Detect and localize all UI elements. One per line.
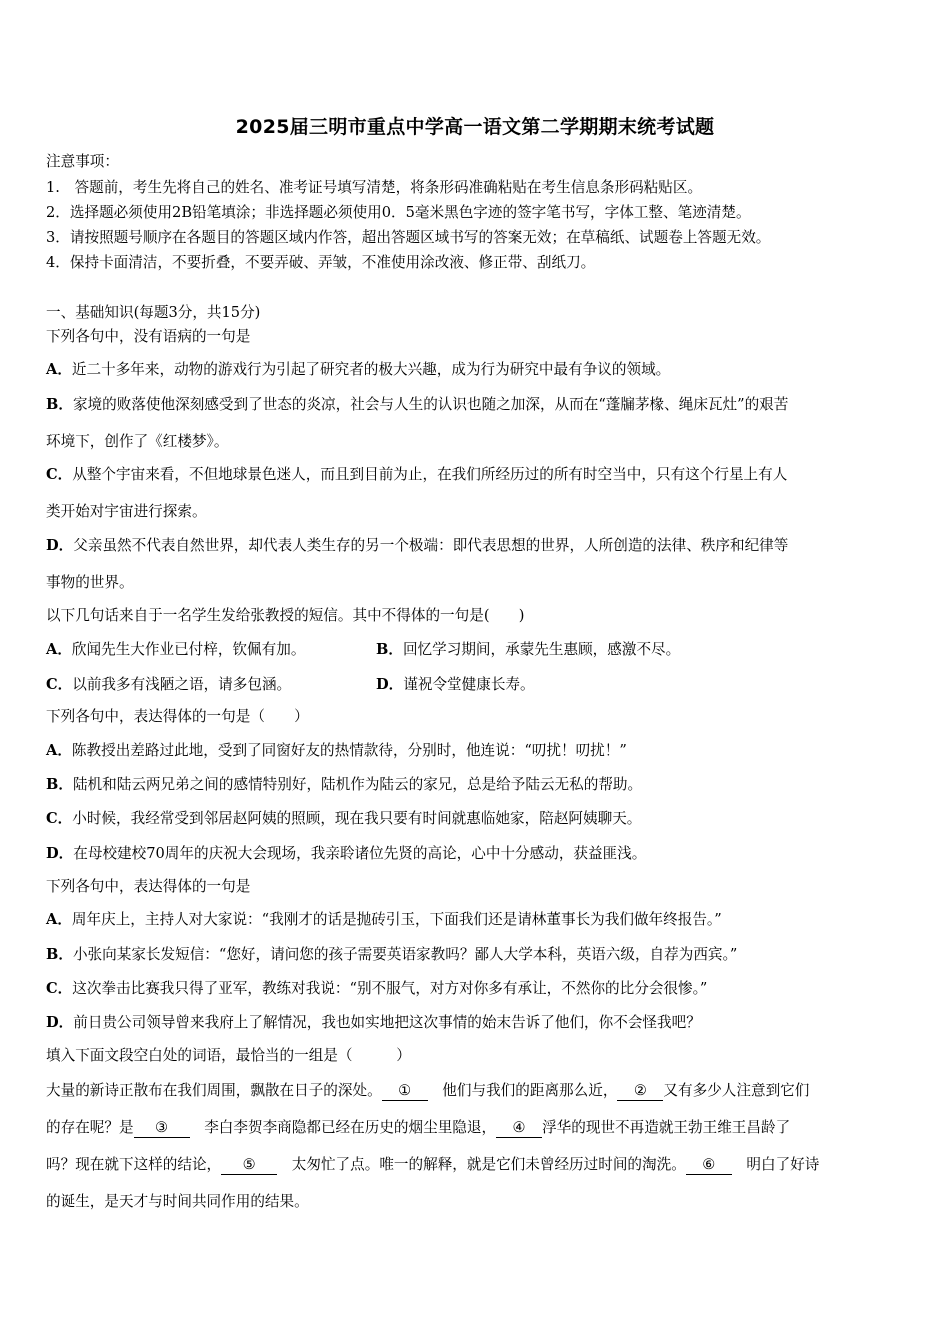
q1-option-d-cont: 事物的世界。 [46, 574, 134, 591]
blank-6: ⑥ [686, 1156, 732, 1175]
q2-option-a [46, 640, 305, 660]
option-letter: D． [376, 676, 404, 693]
option-text: 家境的败落使他深刻感受到了世态的炎凉，社会与人生的认识也随之加深，从而在“蓬牖茅椽、绳床瓦灶”的艰苦 [72, 396, 789, 413]
option-letter: A． [46, 361, 72, 378]
q5-passage-line-4: 的诞生，是天才与时间共同作用的结果。 [46, 1193, 309, 1210]
option-text: 欣闻先生大作业已付梓，钦佩有加。 [71, 641, 306, 658]
notice-item-2: 2．选择题必须使用2B铅笔填涂；非选择题必须使用0．5毫米黑色字迹的签字笔书写，字体工整、笔迹清楚。 [46, 204, 751, 221]
option-text: 前日贵公司领导曾来我府上了解情况，我也如实地把这次事情的始末告诉了他们，你不会怪我吧？ [73, 1014, 701, 1031]
q2-stem: 以下几句话来自于一名学生发给张教授的短信。其中不得体的一句是( ) [46, 607, 525, 624]
option-letter: B． [46, 396, 73, 413]
q2-option-c [46, 675, 291, 695]
passage-text: 大量的新诗正散布在我们周围，飘散在日子的深处。 [46, 1082, 382, 1099]
passage-text: 李白李贺李商隐都已经在历史的烟尘里隐退， [204, 1119, 497, 1136]
q5-passage-line-1 [46, 1081, 809, 1101]
section-heading: 一、基础知识(每题3分，共15分) [46, 304, 261, 321]
q3-option-c [46, 809, 641, 829]
passage-text: 太匆忙了点。唯一的解释，就是它们未曾经历过时间的淘洗。 [291, 1156, 686, 1173]
passage-text: 他们与我们的距离那么近， [442, 1082, 618, 1099]
blank-1: ① [382, 1082, 428, 1101]
passage-text: 浮华的现世不再造就王勃王维王昌龄了 [542, 1119, 791, 1136]
option-letter: B． [376, 641, 403, 658]
option-letter: C． [46, 676, 73, 693]
option-text: 陆机和陆云两兄弟之间的感情特别好，陆机作为陆云的家兄，总是给予陆云无私的帮助。 [72, 776, 643, 793]
q2-option-d [376, 675, 535, 695]
option-letter: A． [46, 911, 72, 928]
q1-stem: 下列各句中，没有语病的一句是 [46, 328, 251, 345]
blank-4: ④ [496, 1119, 542, 1138]
notice-item-1: 1. 答题前，考生先将自己的姓名、准考证号填写清楚，将条形码准确粘贴在考生信息条形码粘贴区。 [46, 179, 703, 196]
q2-option-b [376, 640, 680, 660]
passage-text: 明白了好诗 [746, 1156, 820, 1173]
q4-option-c [46, 979, 707, 999]
q5-stem: 填入下面文段空白处的词语，最恰当的一组是（ ） [46, 1047, 411, 1064]
blank-2: ② [617, 1082, 663, 1101]
passage-text: 吗？现在就下这样的结论， [46, 1156, 222, 1173]
option-text: 小时候，我经常受到邻居赵阿姨的照顾，现在我只要有时间就惠临她家，陪赵阿姨聊天。 [72, 810, 642, 827]
q1-option-b [46, 395, 788, 415]
option-text: 小张向某家长发短信：“您好，请问您的孩子需要英语家教吗？鄙人大学本科，英语六级，自荐为西宾。” [72, 946, 738, 963]
q1-option-c [46, 465, 787, 485]
q1-option-d [46, 536, 788, 556]
option-letter: A． [46, 641, 72, 658]
passage-text: 又有多少人注意到它们 [663, 1082, 810, 1099]
blank-3: ③ [134, 1119, 190, 1138]
q4-stem: 下列各句中，表达得体的一句是 [46, 878, 251, 895]
option-text: 陈教授出差路过此地，受到了同窗好友的热情款待，分别时，他连说：“叨扰！叨扰！” [71, 742, 627, 759]
option-text: 这次拳击比赛我只得了亚军，教练对我说：“别不服气，对方对你多有承让，不然你的比分会很惨。” [72, 980, 708, 997]
option-letter: B． [46, 946, 73, 963]
option-text: 近二十多年来，动物的游戏行为引起了研究者的极大兴趣，成为行为研究中最有争议的领域。 [71, 361, 671, 378]
option-text: 周年庆上，主持人对大家说：“我刚才的话是抛砖引玉，下面我们还是请林董事长为我们做年终报告。” [71, 911, 722, 928]
q5-passage-line-3 [46, 1155, 819, 1175]
option-letter: A． [46, 742, 72, 759]
option-letter: D． [46, 537, 74, 554]
q5-passage-line-2 [46, 1118, 790, 1138]
option-letter: D． [46, 1014, 74, 1031]
q3-option-a [46, 741, 627, 761]
q3-option-d [46, 844, 646, 864]
option-text: 从整个宇宙来看，不但地球景色迷人，而且到目前为止，在我们所经历过的所有时空当中，只有这个行星上有人 [72, 466, 788, 483]
notice-header: 注意事项： [46, 153, 119, 170]
q1-option-b-cont: 环境下，创作了《红楼梦》。 [46, 433, 229, 450]
option-text: 父亲虽然不代表自然世界，却代表人类生存的另一个极端：即代表思想的世界，人所创造的法律、秩序和纪律等 [73, 537, 789, 554]
page-title: 2025届三明市重点中学高一语文第二学期期末统考试题 [235, 116, 715, 138]
option-letter: C． [46, 980, 73, 997]
q1-option-c-cont: 类开始对宇宙进行探索。 [46, 503, 207, 520]
q4-option-b [46, 945, 737, 965]
option-text: 在母校建校70周年的庆祝大会现场，我亲聆诸位先贤的高论，心中十分感动，获益匪浅。 [73, 845, 647, 862]
q3-option-b [46, 775, 642, 795]
blank-5: ⑤ [221, 1156, 277, 1175]
q4-option-a [46, 910, 722, 930]
passage-text: 的存在呢？是 [46, 1119, 134, 1136]
option-letter: C． [46, 810, 73, 827]
option-letter: D． [46, 845, 74, 862]
option-text: 回忆学习期间，承蒙先生惠顾，感激不尽。 [402, 641, 681, 658]
notice-item-4: 4．保持卡面清洁，不要折叠，不要弄破、弄皱，不准使用涂改液、修正带、刮纸刀。 [46, 254, 596, 271]
notice-item-3: 3．请按照题号顺序在各题目的答题区域内作答，超出答题区域书写的答案无效；在草稿纸、试题卷上答题无效。 [46, 229, 771, 246]
q1-option-a [46, 360, 670, 380]
option-letter: C． [46, 466, 73, 483]
q4-option-d [46, 1013, 701, 1033]
option-text: 谨祝令堂健康长寿。 [403, 676, 535, 693]
option-letter: B． [46, 776, 73, 793]
option-text: 以前我多有浅陋之语，请多包涵。 [72, 676, 292, 693]
q3-stem: 下列各句中，表达得体的一句是（ ） [46, 708, 309, 725]
